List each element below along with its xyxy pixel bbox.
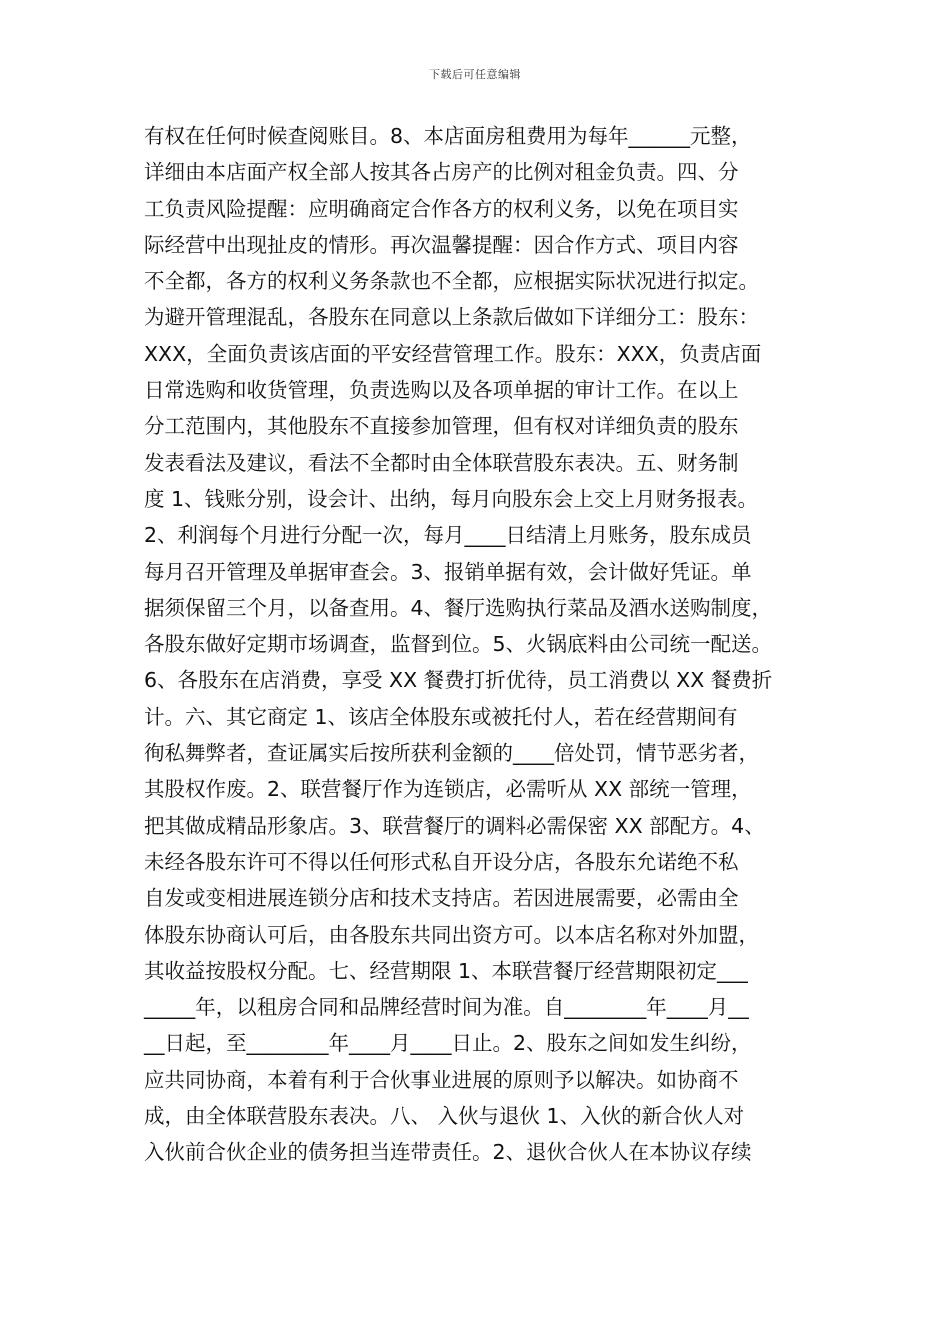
text-line: __日起，至________年____月____日止。2、股东之间如发生纠纷，	[144, 1031, 752, 1056]
text-line: 发表看法及建议，看法不全都时由全体联营股东表决。五、财务制	[144, 450, 739, 475]
text-line: 际经营中出现扯皮的情形。再次温馨提醒：因合作方式、项目内容	[144, 232, 739, 257]
text-line: 每月召开管理及单据审查会。3、报销单据有效，会计做好凭证。单	[144, 559, 752, 584]
text-line: 为避开管理混乱，各股东在同意以上条款后做如下详细分工：股东：	[144, 305, 759, 330]
text-line: 有权在任何时候查阅账目。8、本店面房租费用为每年______元整，	[144, 124, 752, 148]
text-line: 其股权作废。2、联营餐厅作为连锁店，必需听从 XX 部统一管理，	[144, 777, 752, 802]
text-line: 其收益按股权分配。七、经营期限 1、本联营餐厅经营期限初定___	[144, 958, 748, 983]
text-line: 日常选购和收货管理，负责选购以及各项单据的审计工作。在以上	[144, 378, 739, 403]
text-line: 分工范围内，其他股东不直接参加管理，但有权对详细负责的股东	[144, 414, 739, 439]
text-line: 徇私舞弊者，查证属实后按所获利金额的____倍处罚，情节恶劣者，	[144, 741, 759, 766]
text-line: 2、利润每个月进行分配一次，每月____日结清上月账务，股东成员	[144, 523, 752, 548]
text-line: 不全都，各方的权利义务条款也不全都，应根据实际状况进行拟定。	[144, 269, 759, 294]
document-body	[144, 118, 824, 1171]
text-line: _____年，以租房合同和品牌经营时间为准。自________年____月__	[144, 995, 749, 1020]
text-line: 度 1、钱账分别，设会计、出纳，每月向股东会上交上月财务报表。	[144, 486, 759, 511]
text-line: 6、各股东在店消费，享受 XX 餐费打折优待，员工消费以 XX 餐费折	[144, 668, 773, 693]
text-line: 详细由本店面产权全部人按其各占房产的比例对租金负责。四、分	[144, 160, 739, 185]
text-line: 把其做成精品形象店。3、联营餐厅的调料必需保密 XX 部配方。4、	[144, 813, 765, 838]
text-line: 自发或变相进展连锁分店和技术支持店。若因进展需要，必需由全	[144, 886, 739, 911]
text-line: 入伙前合伙企业的债务担当连带责任。2、退伙合伙人在本协议存续	[144, 1140, 752, 1165]
text-line: 成，由全体联营股东表决。八、 入伙与退伙 1、入伙的新合伙人对	[144, 1104, 745, 1129]
text-line: 计。六、其它商定 1、该店全体股东或被托付人，若在经营期间有	[144, 704, 738, 729]
page-header: 下载后可任意编辑	[429, 68, 521, 81]
text-line: 体股东协商认可后，由各股东共同出资方可。以本店名称对外加盟，	[144, 922, 759, 947]
text-line: XXX，全面负责该店面的平安经营管理工作。股东：XXX，负责店面	[144, 341, 762, 366]
text-line: 工负责风险提醒：应明确商定合作各方的权利义务，以免在项目实	[144, 196, 739, 221]
text-line: 应共同协商，本着有利于合伙事业进展的原则予以解决。如协商不	[144, 1067, 739, 1092]
text-line: 据须保留三个月，以备查用。4、餐厅选购执行菜品及酒水送购制度，	[144, 595, 773, 620]
text-line: 未经各股东许可不得以任何形式私自开设分店，各股东允诺绝不私	[144, 849, 739, 874]
text-line: 各股东做好定期市场调查，监督到位。5、火锅底料由公司统一配送。	[144, 632, 773, 657]
